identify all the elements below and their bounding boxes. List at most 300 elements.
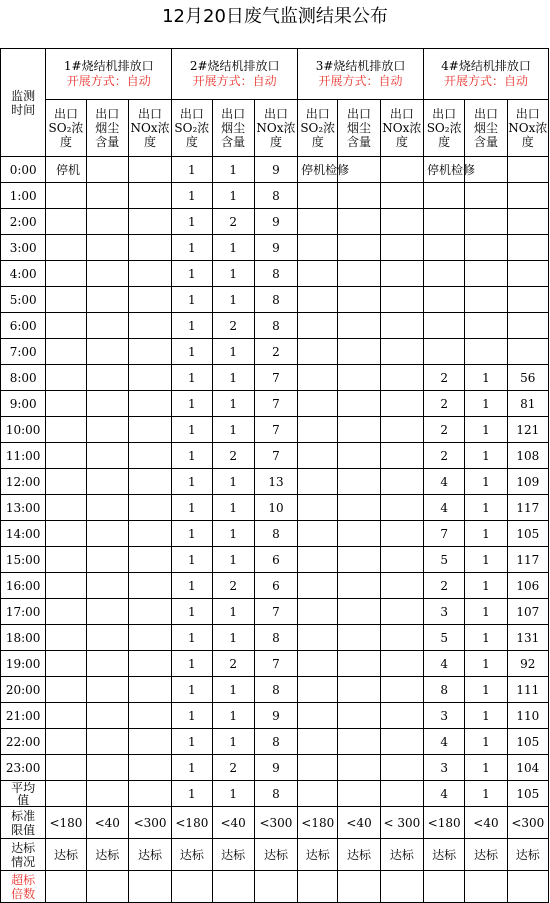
site-2-dust-cell: 1 xyxy=(212,547,254,573)
table-row xyxy=(1,703,549,729)
site-3-so2-cell xyxy=(298,313,338,339)
site-3-nox-cell xyxy=(380,235,423,261)
site-2-nox-header xyxy=(254,100,297,157)
site-2-dust-cell: 1 xyxy=(212,339,254,365)
site-3-nox-cell xyxy=(380,287,423,313)
limit-row-cell: <180 xyxy=(298,807,338,839)
table-row xyxy=(1,235,549,261)
status-row-cell: 达标 xyxy=(338,839,380,871)
site-3-so2-cell xyxy=(298,573,338,599)
site-4-so2-cell xyxy=(424,261,465,287)
site-4-so2-cell xyxy=(424,313,465,339)
site-1-nox-cell xyxy=(128,417,171,443)
site-3-dust-header xyxy=(338,100,380,157)
sub-header-row xyxy=(1,100,549,157)
site-2-nox-cell: 6 xyxy=(254,573,297,599)
site-2-dust-cell: 2 xyxy=(212,313,254,339)
site-3-dust-cell xyxy=(338,677,380,703)
site-1-so2-cell xyxy=(46,469,86,495)
site-4-mode: 开展方式：自动 xyxy=(443,74,528,88)
site-3-so2-cell xyxy=(298,521,338,547)
site-3-so2-cell xyxy=(298,365,338,391)
time-cell: 21:00 xyxy=(1,703,46,729)
site-1-nox-header xyxy=(128,100,171,157)
site-1-dust-cell xyxy=(86,521,128,547)
site-4-dust-cell: 1 xyxy=(465,547,507,573)
site-2-dust-cell: 2 xyxy=(212,209,254,235)
site-2-dust-cell: 1 xyxy=(212,781,254,807)
time-cell: 20:00 xyxy=(1,677,46,703)
status-row-label: 达标 情况 xyxy=(1,839,46,871)
status-row-cell: 达标 xyxy=(212,839,254,871)
time-cell: 5:00 xyxy=(1,287,46,313)
site-4-so2-cell: 2 xyxy=(424,573,465,599)
site-2-so2-cell: 1 xyxy=(172,261,212,287)
site-1-dust-cell xyxy=(86,729,128,755)
sub-header-label: 出口 NOx浓 度 xyxy=(130,107,170,149)
site-2-nox-cell: 8 xyxy=(254,287,297,313)
site-2-nox-cell: 7 xyxy=(254,391,297,417)
site-2-so2-cell: 1 xyxy=(172,703,212,729)
site-1-header xyxy=(46,49,172,100)
site-4-dust-cell: 1 xyxy=(465,365,507,391)
limit-row-cell: < 300 xyxy=(380,807,423,839)
site-1-nox-cell xyxy=(128,547,171,573)
site-2-nox-cell: 7 xyxy=(254,599,297,625)
site-1-so2-cell xyxy=(46,755,86,781)
time-cell: 13:00 xyxy=(1,495,46,521)
site-4-nox-cell: 105 xyxy=(507,729,548,755)
page-title: 12月20日废气监测结果公布 xyxy=(162,6,388,27)
site-3-dust-cell xyxy=(338,235,380,261)
limit-row-cell: <40 xyxy=(338,807,380,839)
table-row xyxy=(1,365,549,391)
site-3-dust-cell xyxy=(338,313,380,339)
site-3-nox-header xyxy=(380,100,423,157)
site-3-dust-cell xyxy=(338,339,380,365)
sub-header-label: 出口 SO₂浓 度 xyxy=(426,107,462,149)
site-3-nox-cell xyxy=(380,755,423,781)
site-4-so2-cell xyxy=(424,183,465,209)
site-3-so2-cell xyxy=(298,729,338,755)
site-4-so2-cell xyxy=(424,209,465,235)
site-3-dust-cell xyxy=(338,521,380,547)
sub-header-label: 出口 SO₂浓 度 xyxy=(300,107,336,149)
site-4-nox-header xyxy=(507,100,548,157)
time-cell: 12:00 xyxy=(1,469,46,495)
site-2-nox-cell: 8 xyxy=(254,781,297,807)
site-4-dust-cell xyxy=(465,235,507,261)
site-2-dust-cell: 1 xyxy=(212,261,254,287)
site-1-so2-cell xyxy=(46,261,86,287)
table-row xyxy=(1,755,549,781)
table-row xyxy=(1,287,549,313)
site-3-dust-cell xyxy=(338,469,380,495)
time-cell: 11:00 xyxy=(1,443,46,469)
table-row xyxy=(1,625,549,651)
site-3-so2-cell xyxy=(298,599,338,625)
site-4-dust-cell: 1 xyxy=(465,781,507,807)
site-3-dust-cell xyxy=(338,547,380,573)
site-3-nox-cell xyxy=(380,391,423,417)
site-1-dust-cell xyxy=(86,547,128,573)
site-2-nox-cell: 13 xyxy=(254,469,297,495)
site-1-nox-cell xyxy=(128,287,171,313)
site-3-so2-cell xyxy=(298,781,338,807)
site-4-nox-cell xyxy=(507,261,548,287)
table-row xyxy=(1,781,549,807)
site-3-so2-cell xyxy=(298,417,338,443)
site-4-nox-cell xyxy=(507,209,548,235)
site-3-so2-cell xyxy=(298,755,338,781)
site-1-nox-cell xyxy=(128,391,171,417)
site-1-so2-cell xyxy=(46,599,86,625)
site-3-dust-cell xyxy=(338,391,380,417)
site-2-so2-cell: 1 xyxy=(172,235,212,261)
site-2-dust-cell: 1 xyxy=(212,469,254,495)
site-2-dust-cell: 1 xyxy=(212,703,254,729)
site-3-so2-cell xyxy=(298,625,338,651)
site-2-so2-cell: 1 xyxy=(172,625,212,651)
site-4-dust-cell: 1 xyxy=(465,755,507,781)
site-1-dust-cell xyxy=(86,183,128,209)
sub-header-label: 出口 NOx浓 度 xyxy=(256,107,296,149)
site-4-dust-cell xyxy=(465,261,507,287)
sub-header-label: 出口 烟尘 含量 xyxy=(473,107,498,149)
site-3-nox-cell xyxy=(380,183,423,209)
exceed-row-cell xyxy=(254,871,297,903)
site-3-so2-cell xyxy=(298,469,338,495)
site-2-dust-cell: 1 xyxy=(212,391,254,417)
site-2-nox-cell: 7 xyxy=(254,443,297,469)
site-3-dust-cell xyxy=(338,703,380,729)
time-cell: 1:00 xyxy=(1,183,46,209)
site-1-so2-cell xyxy=(46,781,86,807)
site-4-so2-cell xyxy=(424,235,465,261)
limit-row-cell: <40 xyxy=(212,807,254,839)
site-4-nox-cell xyxy=(507,183,548,209)
site-1-so2-cell xyxy=(46,183,86,209)
site-4-nox-cell: 104 xyxy=(507,755,548,781)
site-2-so2-cell: 1 xyxy=(172,313,212,339)
site-2-dust-cell: 2 xyxy=(212,573,254,599)
site-2-so2-cell: 1 xyxy=(172,495,212,521)
time-cell: 14:00 xyxy=(1,521,46,547)
site-3-so2-cell xyxy=(298,547,338,573)
site-1-so2-cell xyxy=(46,235,86,261)
table-row xyxy=(1,521,549,547)
site-4-dust-cell: 1 xyxy=(465,391,507,417)
site-3-dust-cell xyxy=(338,183,380,209)
sub-header-label: 出口 NOx浓 度 xyxy=(508,107,548,149)
time-cell: 0:00 xyxy=(1,157,46,183)
site-3-so2-cell xyxy=(298,209,338,235)
site-1-so2-header xyxy=(46,100,86,157)
site-4-dust-cell xyxy=(465,339,507,365)
site-2-dust-cell: 1 xyxy=(212,599,254,625)
time-cell: 平均 值 xyxy=(1,781,46,807)
site-4-nox-cell xyxy=(507,287,548,313)
limit-row-label: 标准 限值 xyxy=(1,807,46,839)
site-1-mode: 开展方式：自动 xyxy=(66,74,151,88)
status-row-cell: 达标 xyxy=(254,839,297,871)
site-3-mode: 开展方式：自动 xyxy=(318,74,403,88)
site-3-nox-cell xyxy=(380,313,423,339)
site-2-so2-cell: 1 xyxy=(172,417,212,443)
site-3-nox-cell xyxy=(380,599,423,625)
site-1-name: 1#烧结机排放口 xyxy=(63,59,154,73)
site-1-so2-cell xyxy=(46,391,86,417)
site-4-dust-cell: 1 xyxy=(465,495,507,521)
time-cell: 8:00 xyxy=(1,365,46,391)
site-4-name: 4#烧结机排放口 xyxy=(441,59,531,73)
table-row xyxy=(1,209,549,235)
limit-row-cell: <300 xyxy=(507,807,548,839)
site-1-nox-cell xyxy=(128,313,171,339)
site-3-nox-cell xyxy=(380,495,423,521)
site-1-so2-cell xyxy=(46,443,86,469)
site-3-nox-cell xyxy=(380,365,423,391)
site-4-nox-cell: 131 xyxy=(507,625,548,651)
table-row xyxy=(1,547,549,573)
site-3-dust-cell xyxy=(338,573,380,599)
limit-row xyxy=(1,807,549,839)
site-1-so2-cell xyxy=(46,313,86,339)
time-header xyxy=(1,49,46,157)
site-3-so2-cell xyxy=(298,287,338,313)
site-4-dust-cell: 1 xyxy=(465,469,507,495)
exceed-row xyxy=(1,871,549,903)
time-cell: 15:00 xyxy=(1,547,46,573)
site-4-dust-cell: 1 xyxy=(465,443,507,469)
site-2-nox-cell: 9 xyxy=(254,209,297,235)
site-4-nox-cell: 106 xyxy=(507,573,548,599)
site-2-nox-cell: 9 xyxy=(254,755,297,781)
limit-row-cell: <40 xyxy=(465,807,507,839)
site-2-nox-cell: 7 xyxy=(254,365,297,391)
site-1-so2-cell xyxy=(46,573,86,599)
site-4-nox-cell xyxy=(507,313,548,339)
site-3-nox-cell xyxy=(380,417,423,443)
site-2-nox-cell: 8 xyxy=(254,183,297,209)
site-2-nox-cell: 10 xyxy=(254,495,297,521)
site-1-dust-cell xyxy=(86,313,128,339)
site-2-nox-cell: 7 xyxy=(254,417,297,443)
limit-row-cell: <180 xyxy=(172,807,212,839)
site-1-nox-cell xyxy=(128,703,171,729)
site-4-dust-cell xyxy=(465,287,507,313)
limit-row-cell: <180 xyxy=(46,807,86,839)
time-cell: 2:00 xyxy=(1,209,46,235)
site-1-nox-cell xyxy=(128,781,171,807)
site-1-so2-cell xyxy=(46,651,86,677)
site-3-nox-cell xyxy=(380,625,423,651)
exceed-row-cell xyxy=(380,871,423,903)
site-2-dust-cell: 2 xyxy=(212,443,254,469)
site-1-dust-cell xyxy=(86,495,128,521)
site-3-so2-cell xyxy=(298,495,338,521)
table-row xyxy=(1,677,549,703)
site-2-so2-cell: 1 xyxy=(172,521,212,547)
site-2-nox-cell: 8 xyxy=(254,625,297,651)
site-3-dust-cell xyxy=(338,209,380,235)
site-4-so2-cell: 5 xyxy=(424,547,465,573)
site-3-dust-cell xyxy=(338,651,380,677)
site-2-nox-cell: 9 xyxy=(254,157,297,183)
site-header-row xyxy=(1,49,549,100)
site-2-dust-cell: 1 xyxy=(212,417,254,443)
site-3-header xyxy=(298,49,424,100)
site-2-name: 2#烧结机排放口 xyxy=(189,59,280,73)
site-2-nox-cell: 8 xyxy=(254,261,297,287)
site-1-nox-cell xyxy=(128,339,171,365)
site-3-dust-cell xyxy=(338,287,380,313)
site-3-name: 3#烧结机排放口 xyxy=(315,59,406,73)
site-1-dust-cell xyxy=(86,469,128,495)
exceed-row-cell xyxy=(128,871,171,903)
site-2-so2-cell: 1 xyxy=(172,573,212,599)
site-4-nox-cell: 56 xyxy=(507,365,548,391)
table-row xyxy=(1,495,549,521)
limit-row-cell: <40 xyxy=(86,807,128,839)
site-1-dust-cell xyxy=(86,235,128,261)
site-1-dust-cell xyxy=(86,287,128,313)
site-2-dust-cell: 1 xyxy=(212,287,254,313)
site-2-so2-cell: 1 xyxy=(172,599,212,625)
site-2-nox-cell: 9 xyxy=(254,235,297,261)
site-1-nox-cell xyxy=(128,651,171,677)
site-4-so2-cell: 8 xyxy=(424,677,465,703)
site-1-dust-cell xyxy=(86,703,128,729)
status-row-cell: 达标 xyxy=(298,839,338,871)
site-4-nox-cell: 105 xyxy=(507,781,548,807)
site-4-so2-cell: 3 xyxy=(424,755,465,781)
site-2-dust-cell: 2 xyxy=(212,755,254,781)
sub-header-label: 出口 SO₂浓 度 xyxy=(48,107,84,149)
status-row-cell: 达标 xyxy=(465,839,507,871)
exceed-row-cell xyxy=(338,871,380,903)
table-row xyxy=(1,391,549,417)
table-row xyxy=(1,443,549,469)
site-4-dust-cell: 1 xyxy=(465,651,507,677)
sub-header-label: 出口 烟尘 含量 xyxy=(95,107,120,149)
site-3-nox-cell xyxy=(380,729,423,755)
site-3-so2-cell xyxy=(298,443,338,469)
site-3-so2-header xyxy=(298,100,338,157)
site-2-dust-cell: 1 xyxy=(212,677,254,703)
time-cell: 9:00 xyxy=(1,391,46,417)
time-cell: 4:00 xyxy=(1,261,46,287)
status-row-cell: 达标 xyxy=(46,839,86,871)
site-4-so2-cell: 4 xyxy=(424,781,465,807)
site-1-dust-cell xyxy=(86,339,128,365)
site-3-nox-cell xyxy=(380,703,423,729)
site-3-so2-cell xyxy=(298,183,338,209)
limit-row-cell: <180 xyxy=(424,807,465,839)
table-row xyxy=(1,183,549,209)
site-1-so2-cell xyxy=(46,365,86,391)
site-2-mode: 开展方式：自动 xyxy=(192,74,277,88)
site-1-so2-cell xyxy=(46,677,86,703)
site-3-nox-cell xyxy=(380,469,423,495)
status-row-cell: 达标 xyxy=(380,839,423,871)
site-4-nox-cell: 81 xyxy=(507,391,548,417)
site-2-so2-cell: 1 xyxy=(172,677,212,703)
site-2-nox-cell: 9 xyxy=(254,703,297,729)
table-row xyxy=(1,417,549,443)
site-4-so2-cell xyxy=(424,287,465,313)
site-2-so2-cell: 1 xyxy=(172,469,212,495)
site-3-dust-cell xyxy=(338,729,380,755)
site-1-dust-cell xyxy=(86,365,128,391)
site-1-nox-cell xyxy=(128,157,171,183)
sub-header-label: 出口 NOx浓 度 xyxy=(382,107,422,149)
site-1-nox-cell xyxy=(128,729,171,755)
site-1-dust-cell xyxy=(86,625,128,651)
site-1-so2-cell xyxy=(46,209,86,235)
site-3-dust-cell xyxy=(338,625,380,651)
site-4-so2-cell: 3 xyxy=(424,599,465,625)
site-4-so2-cell: 3 xyxy=(424,703,465,729)
site-1-so2-cell xyxy=(46,547,86,573)
site-1-dust-cell xyxy=(86,417,128,443)
limit-row-cell: <300 xyxy=(254,807,297,839)
site-2-dust-cell: 1 xyxy=(212,235,254,261)
status-row-cell: 达标 xyxy=(128,839,171,871)
site-1-so2-cell xyxy=(46,339,86,365)
site-3-so2-cell xyxy=(298,391,338,417)
site-2-nox-cell: 6 xyxy=(254,547,297,573)
site-2-so2-header xyxy=(172,100,212,157)
site-2-so2-cell: 1 xyxy=(172,183,212,209)
status-row-cell: 达标 xyxy=(424,839,465,871)
time-cell: 7:00 xyxy=(1,339,46,365)
site-4-so2-cell: 4 xyxy=(424,729,465,755)
site-4-nox-cell: 121 xyxy=(507,417,548,443)
site-2-dust-cell: 1 xyxy=(212,729,254,755)
site-1-so2-cell: 停机 xyxy=(46,157,86,183)
sub-header-label: 出口 烟尘 含量 xyxy=(221,107,246,149)
site-2-dust-cell: 1 xyxy=(212,625,254,651)
exceed-row-cell xyxy=(298,871,338,903)
time-cell: 23:00 xyxy=(1,755,46,781)
site-1-dust-cell xyxy=(86,157,128,183)
site-1-dust-cell xyxy=(86,209,128,235)
site-1-so2-cell xyxy=(46,495,86,521)
site-4-nox-cell: 109 xyxy=(507,469,548,495)
exceed-row-cell xyxy=(172,871,212,903)
site-4-so2-cell: 7 xyxy=(424,521,465,547)
site-2-so2-cell: 1 xyxy=(172,339,212,365)
limit-row-cell: <300 xyxy=(128,807,171,839)
site-3-so2-cell: 停机检修 xyxy=(298,157,338,183)
site-4-so2-cell: 2 xyxy=(424,417,465,443)
site-3-dust-cell xyxy=(338,443,380,469)
exceed-row-cell xyxy=(465,871,507,903)
site-4-dust-header xyxy=(465,100,507,157)
site-4-nox-cell xyxy=(507,339,548,365)
site-3-nox-cell xyxy=(380,573,423,599)
site-1-nox-cell xyxy=(128,209,171,235)
site-4-so2-cell xyxy=(424,339,465,365)
time-cell: 16:00 xyxy=(1,573,46,599)
site-1-nox-cell xyxy=(128,521,171,547)
site-1-nox-cell xyxy=(128,625,171,651)
table-row xyxy=(1,313,549,339)
site-3-nox-cell xyxy=(380,209,423,235)
site-1-dust-cell xyxy=(86,573,128,599)
site-4-nox-cell: 105 xyxy=(507,521,548,547)
